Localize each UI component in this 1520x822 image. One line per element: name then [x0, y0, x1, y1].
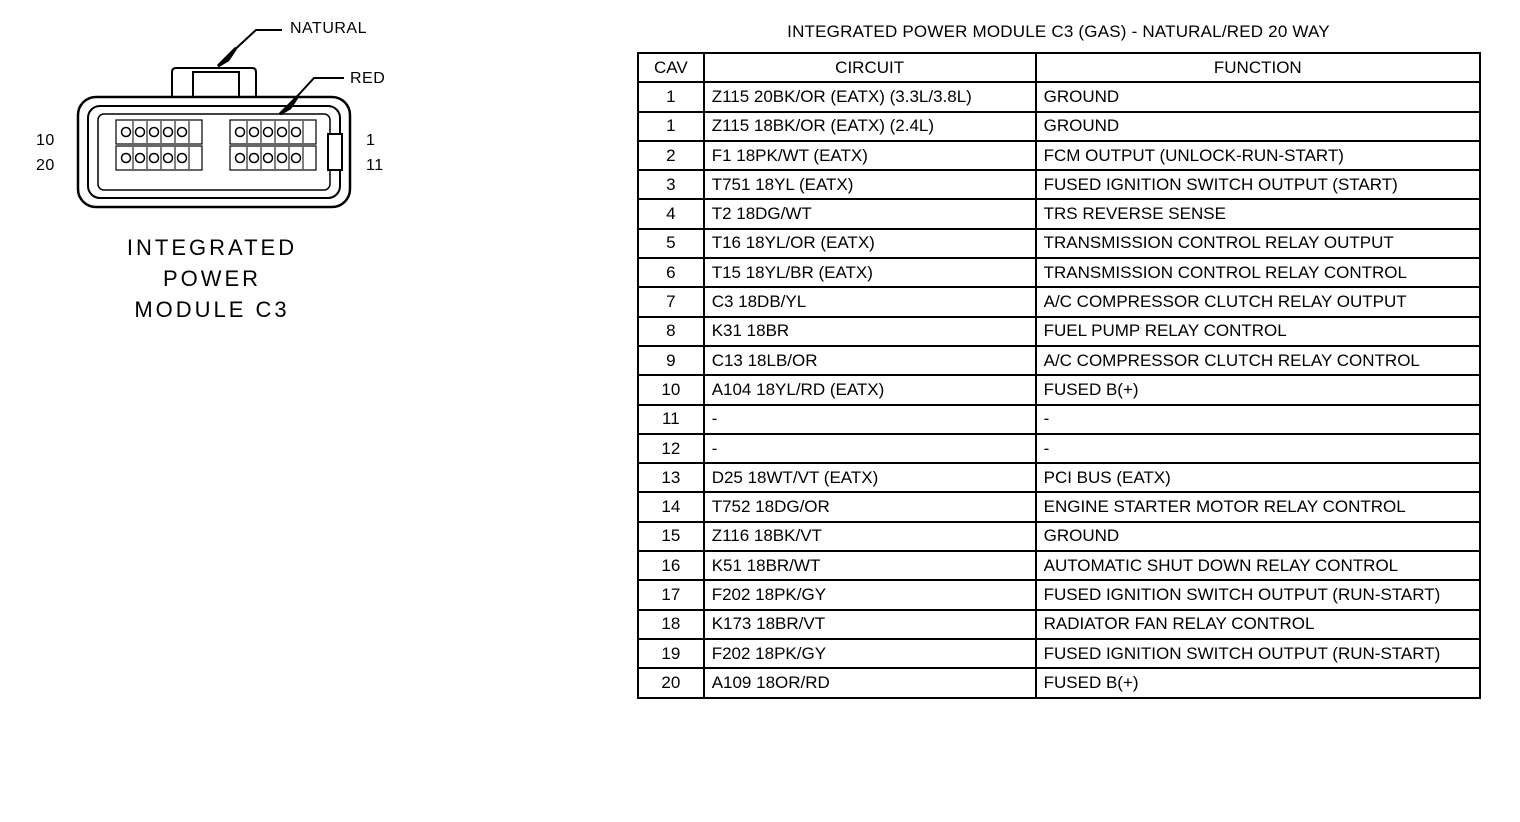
pin-terminal [178, 154, 187, 163]
pin-label-1: 1 [366, 132, 376, 149]
circuit-cell: T752 18DG/OR [704, 492, 1036, 521]
function-cell: - [1036, 405, 1480, 434]
function-cell: FCM OUTPUT (UNLOCK-RUN-START) [1036, 141, 1480, 170]
table-row [638, 112, 1480, 141]
table-row [638, 229, 1480, 258]
table-row [638, 580, 1480, 609]
cav-cell: 7 [638, 287, 704, 316]
function-cell: GROUND [1036, 112, 1480, 141]
circuit-cell: T15 18YL/BR (EATX) [704, 258, 1036, 287]
pin-terminal [278, 128, 287, 137]
cav-cell: 13 [638, 463, 704, 492]
pin-terminal [164, 154, 173, 163]
pin-terminal [236, 128, 245, 137]
circuit-cell: K173 18BR/VT [704, 610, 1036, 639]
table-header-row [638, 53, 1480, 82]
connector-name [112, 232, 312, 325]
function-cell: A/C COMPRESSOR CLUTCH RELAY OUTPUT [1036, 287, 1480, 316]
natural-callout-arrow [218, 48, 236, 66]
circuit-cell: F202 18PK/GY [704, 580, 1036, 609]
connector-name-line-3: MODULE C3 [134, 297, 290, 322]
table-row [638, 551, 1480, 580]
table-row [638, 346, 1480, 375]
table-row [638, 610, 1480, 639]
table-row [638, 199, 1480, 228]
pin-terminal [136, 128, 145, 137]
pin-terminal [236, 154, 245, 163]
circuit-cell: F1 18PK/WT (EATX) [704, 141, 1036, 170]
table-title: INTEGRATED POWER MODULE C3 (GAS) - NATURAL/RED 20 WAY [787, 22, 1330, 41]
cav-cell: 14 [638, 492, 704, 521]
function-cell: GROUND [1036, 82, 1480, 111]
circuit-cell: T751 18YL (EATX) [704, 170, 1036, 199]
pin-label-10: 10 [36, 132, 55, 149]
pinout-table [637, 52, 1481, 699]
connector-side-key [328, 134, 342, 170]
table-row [638, 492, 1480, 521]
pin-terminal [292, 154, 301, 163]
cav-cell: 18 [638, 610, 704, 639]
pin-label-11: 11 [366, 157, 384, 174]
circuit-cell: F202 18PK/GY [704, 639, 1036, 668]
circuit-cell: - [704, 405, 1036, 434]
function-cell: TRANSMISSION CONTROL RELAY OUTPUT [1036, 229, 1480, 258]
cav-cell: 20 [638, 668, 704, 697]
function-cell: FUSED IGNITION SWITCH OUTPUT (START) [1036, 170, 1480, 199]
pin-terminal [150, 128, 159, 137]
header-cav: CAV [638, 53, 704, 82]
function-cell: FUSED IGNITION SWITCH OUTPUT (RUN-START) [1036, 639, 1480, 668]
table-row [638, 434, 1480, 463]
function-cell: PCI BUS (EATX) [1036, 463, 1480, 492]
pin-terminal [122, 154, 131, 163]
function-cell: A/C COMPRESSOR CLUTCH RELAY CONTROL [1036, 346, 1480, 375]
function-cell: GROUND [1036, 522, 1480, 551]
cav-cell: 10 [638, 375, 704, 404]
cav-cell: 1 [638, 112, 704, 141]
table-row [638, 287, 1480, 316]
table-row [638, 82, 1480, 111]
connector-name-line-2: POWER [162, 266, 262, 291]
pin-terminal [264, 154, 273, 163]
function-cell: AUTOMATIC SHUT DOWN RELAY CONTROL [1036, 551, 1480, 580]
table-row [638, 522, 1480, 551]
function-cell: ENGINE STARTER MOTOR RELAY CONTROL [1036, 492, 1480, 521]
pin-terminal [164, 128, 173, 137]
table-row [638, 375, 1480, 404]
function-cell: FUSED IGNITION SWITCH OUTPUT (RUN-START) [1036, 580, 1480, 609]
cav-cell: 11 [638, 405, 704, 434]
pin-label-20: 20 [36, 157, 55, 174]
circuit-cell: T16 18YL/OR (EATX) [704, 229, 1036, 258]
function-cell: RADIATOR FAN RELAY CONTROL [1036, 610, 1480, 639]
table-row [638, 639, 1480, 668]
circuit-cell: Z115 18BK/OR (EATX) (2.4L) [704, 112, 1036, 141]
function-cell: FUSED B(+) [1036, 668, 1480, 697]
table-row [638, 170, 1480, 199]
latch-window [193, 72, 239, 98]
circuit-cell: D25 18WT/VT (EATX) [704, 463, 1036, 492]
cav-cell: 12 [638, 434, 704, 463]
circuit-cell: - [704, 434, 1036, 463]
cav-cell: 5 [638, 229, 704, 258]
cav-cell: 15 [638, 522, 704, 551]
pin-terminal [150, 154, 159, 163]
cav-cell: 4 [638, 199, 704, 228]
circuit-cell: K31 18BR [704, 317, 1036, 346]
table-row [638, 317, 1480, 346]
cav-cell: 19 [638, 639, 704, 668]
cav-cell: 16 [638, 551, 704, 580]
pin-terminal [264, 128, 273, 137]
circuit-cell: Z115 20BK/OR (EATX) (3.3L/3.8L) [704, 82, 1036, 111]
cav-cell: 8 [638, 317, 704, 346]
pin-terminal [250, 128, 259, 137]
table-body [638, 82, 1480, 697]
function-cell: TRS REVERSE SENSE [1036, 199, 1480, 228]
pin-terminal [278, 154, 287, 163]
red-label: RED [350, 70, 386, 87]
connector-name-line-1: INTEGRATED [126, 235, 298, 260]
function-cell: FUSED B(+) [1036, 375, 1480, 404]
circuit-cell: A109 18OR/RD [704, 668, 1036, 697]
function-cell: FUEL PUMP RELAY CONTROL [1036, 317, 1480, 346]
circuit-cell: C13 18LB/OR [704, 346, 1036, 375]
header-function: FUNCTION [1036, 53, 1480, 82]
circuit-cell: K51 18BR/WT [704, 551, 1036, 580]
cav-cell: 17 [638, 580, 704, 609]
pin-terminal [136, 154, 145, 163]
cav-cell: 1 [638, 82, 704, 111]
circuit-cell: T2 18DG/WT [704, 199, 1036, 228]
table-row [638, 405, 1480, 434]
pin-terminal [122, 128, 131, 137]
table-row [638, 258, 1480, 287]
cav-cell: 6 [638, 258, 704, 287]
circuit-cell: C3 18DB/YL [704, 287, 1036, 316]
pin-terminal [250, 154, 259, 163]
circuit-cell: Z116 18BK/VT [704, 522, 1036, 551]
pin-terminal [292, 128, 301, 137]
table-row [638, 141, 1480, 170]
pin-terminal [178, 128, 187, 137]
connector-diagram [0, 0, 600, 340]
function-cell: TRANSMISSION CONTROL RELAY CONTROL [1036, 258, 1480, 287]
table-row [638, 668, 1480, 697]
table-row [638, 463, 1480, 492]
header-circuit: CIRCUIT [704, 53, 1036, 82]
function-cell: - [1036, 434, 1480, 463]
natural-callout-line [230, 30, 282, 54]
natural-label: NATURAL [290, 20, 367, 37]
cav-cell: 3 [638, 170, 704, 199]
cav-cell: 2 [638, 141, 704, 170]
circuit-cell: A104 18YL/RD (EATX) [704, 375, 1036, 404]
cav-cell: 9 [638, 346, 704, 375]
